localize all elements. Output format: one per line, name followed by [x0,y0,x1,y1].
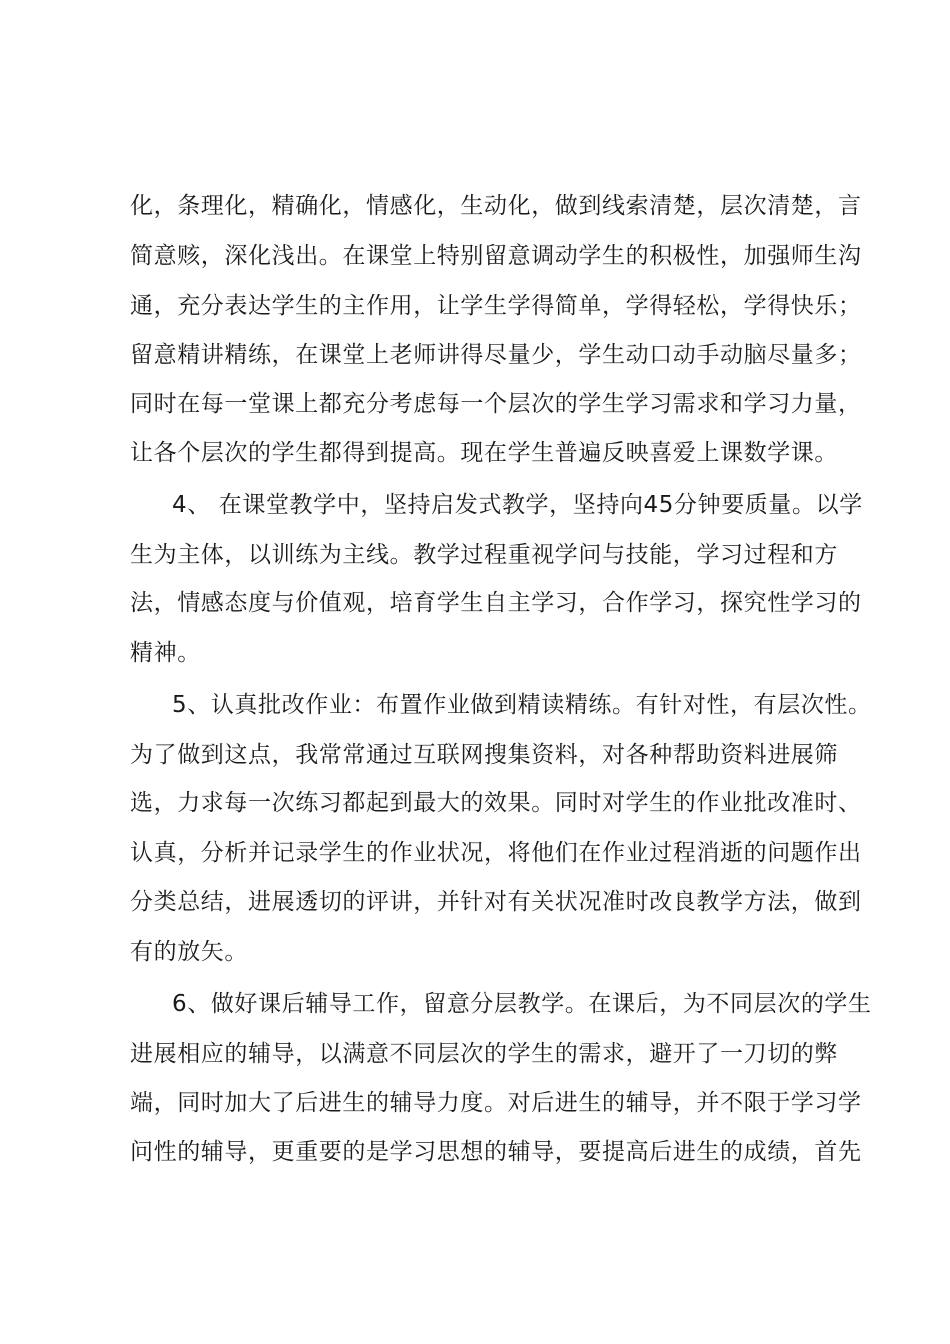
paragraph-start-line: 6、做好课后辅导工作，留意分层教学。在课后，为不同层次的学生 [172,991,872,1017]
text-line: 进展相应的辅导，以满意不同层次的学生的需求，避开了一刀切的弊 [130,1041,838,1067]
text-line: 问性的辅导，更重要的是学习思想的辅导，要提高后进生的成绩，首先 [130,1139,862,1165]
text-line: 同时在每一堂课上都充分考虑每一个层次的学生学习需求和学习力量， [130,391,862,417]
text-line: 留意精讲精练，在课堂上老师讲得尽量少，学生动口动手动脑尽量多； [130,342,862,368]
text-line: 选，力求每一次练习都起到最大的效果。同时对学生的作业批改准时、 [130,790,862,816]
text-line: 生为主体，以训练为主线。教学过程重视学问与技能，学习过程和方 [130,542,838,568]
text-line: 端，同时加大了后进生的辅导力度。对后进生的辅导，并不限于学习学 [130,1090,862,1116]
paragraph-start-line: 5、认真批改作业：布置作业做到精读精练。有针对性，有层次性。 [172,692,872,718]
text-line: 化，条理化，精确化，情感化，生动化，做到线索清楚，层次清楚，言 [130,193,862,219]
paragraph-start-line: 4、 在课堂教学中，坚持启发式教学，坚持向45分钟要质量。以学 [172,492,863,518]
text-line: 简意赅，深化浅出。在课堂上特别留意调动学生的积极性，加强师生沟 [130,243,862,269]
text-line: 分类总结，进展透切的评讲，并针对有关状况准时改良教学方法，做到 [130,889,862,915]
text-line: 法，情感态度与价值观，培育学生自主学习，合作学习，探究性学习的 [130,590,862,616]
text-line: 让各个层次的学生都得到提高。现在学生普遍反映喜爱上课数学课。 [130,440,838,466]
text-line: 精神。 [130,640,201,666]
text-line: 认真，分析并记录学生的作业状况，将他们在作业过程消逝的问题作出 [130,840,862,866]
text-line: 有的放矢。 [130,939,248,965]
text-line: 通，充分表达学生的主作用，让学生学得简单，学得轻松，学得快乐； [130,293,862,319]
text-line: 为了做到这点，我常常通过互联网搜集资料，对各种帮助资料进展筛 [130,742,838,768]
